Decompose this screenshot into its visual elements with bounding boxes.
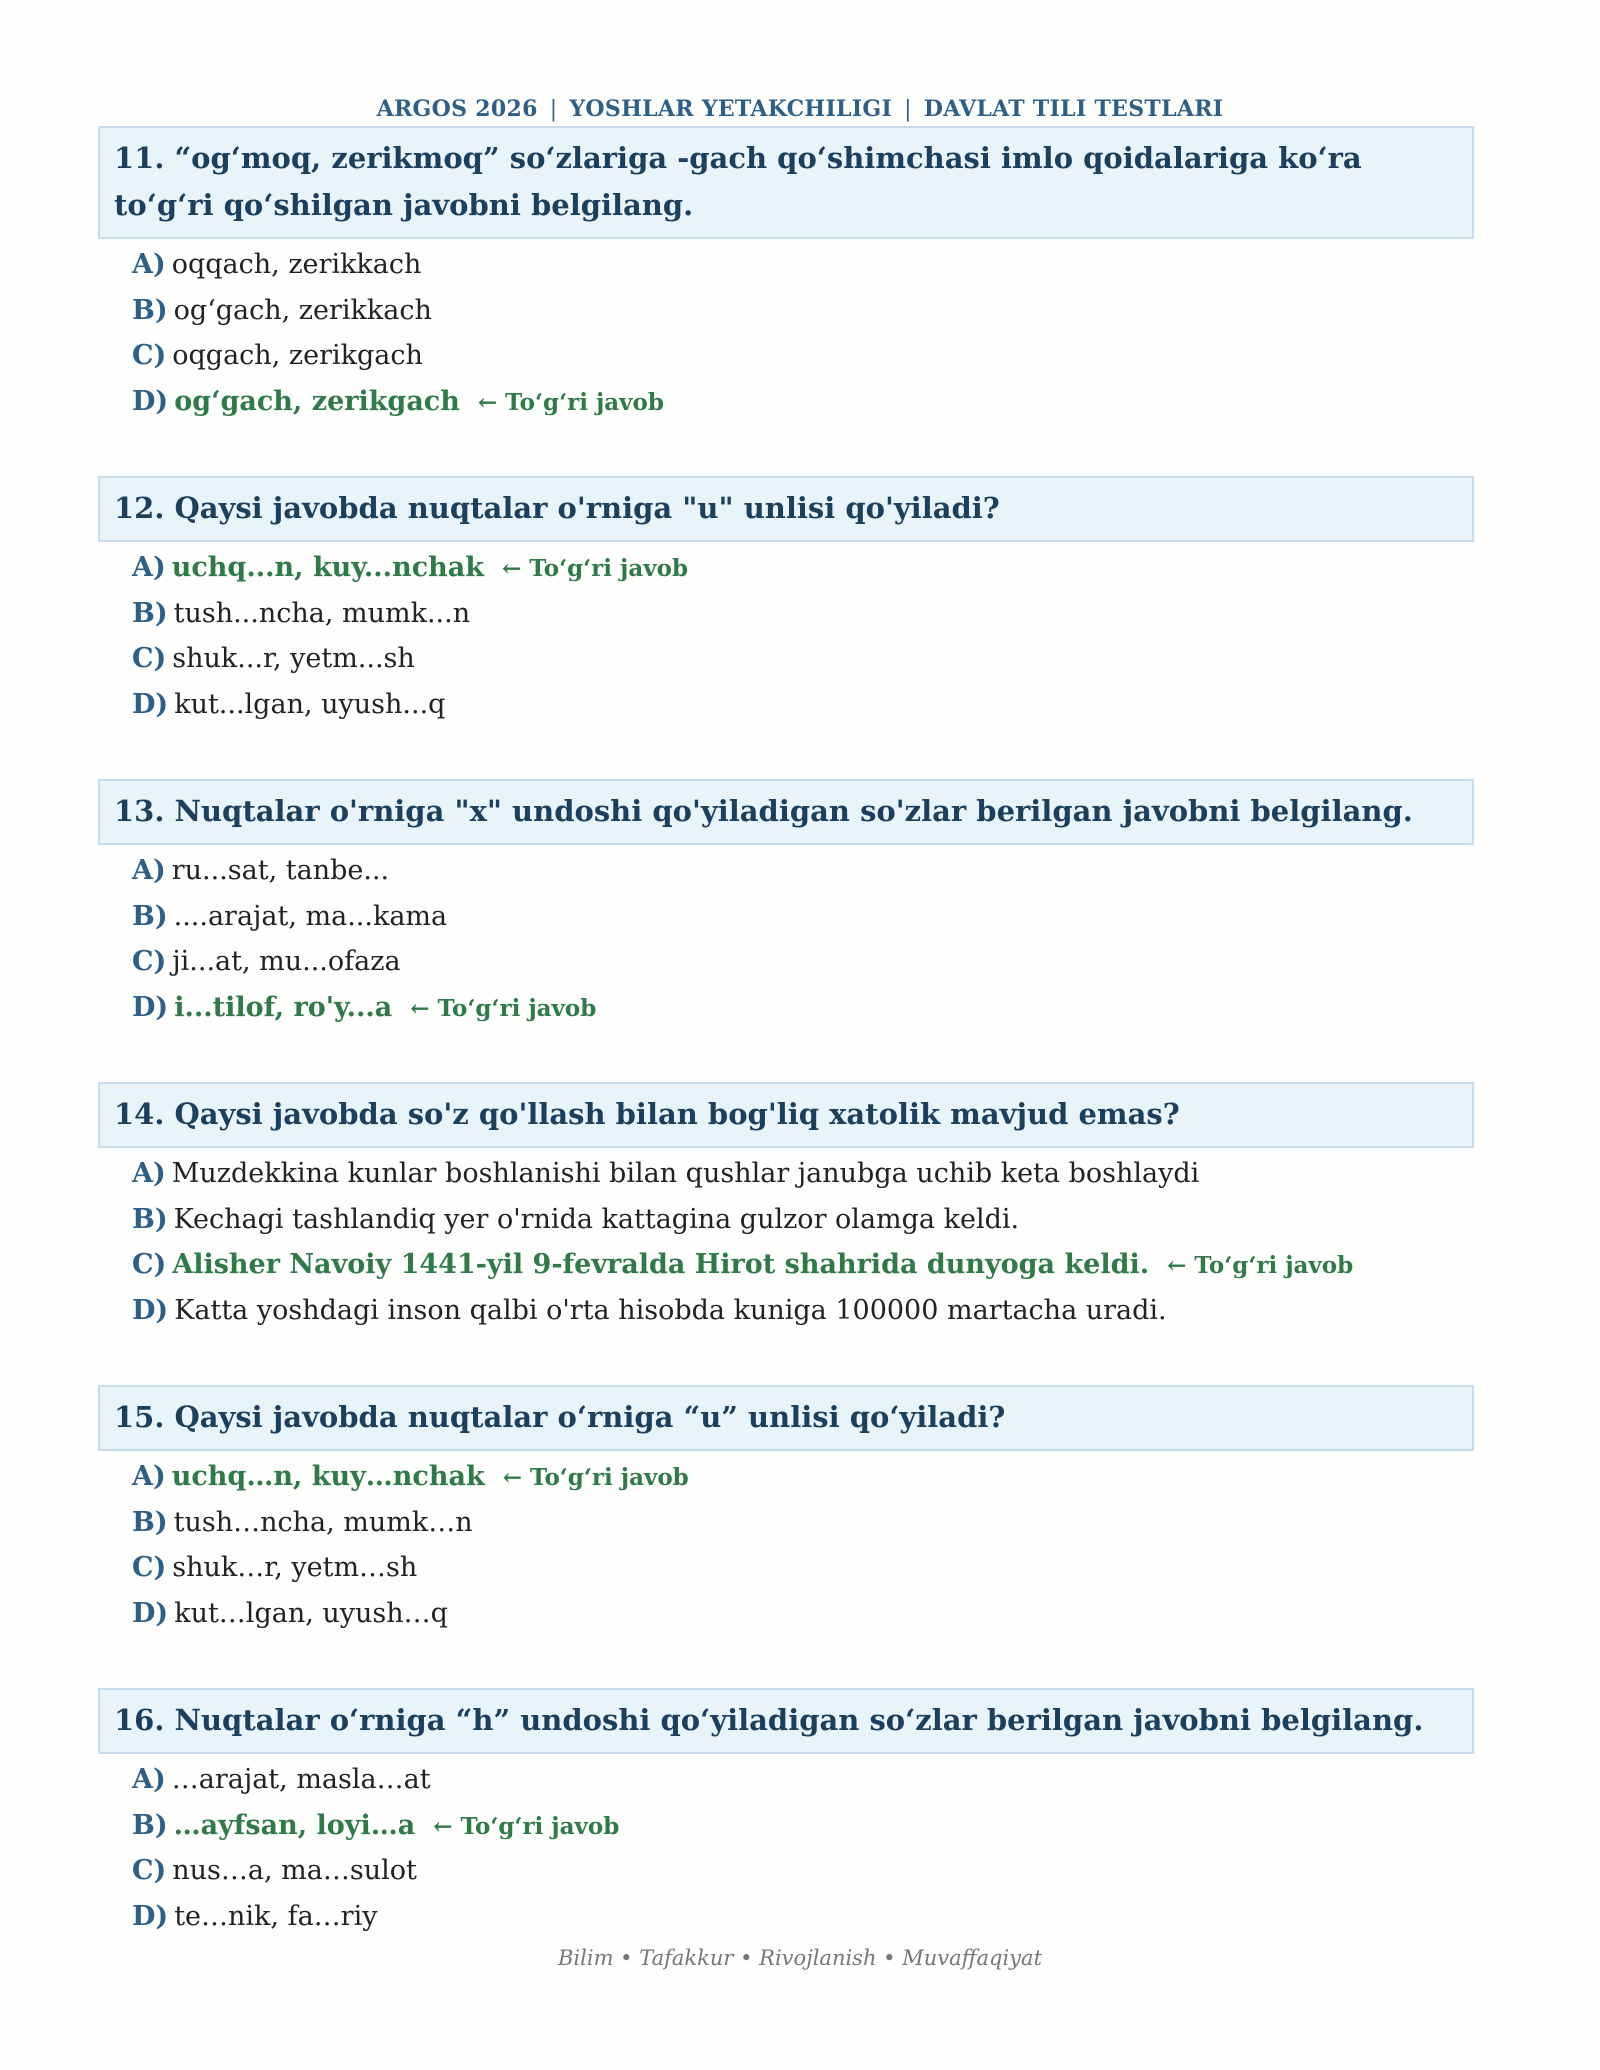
option-text: kut…lgan, uyush…q: [174, 1597, 448, 1629]
option-text: tush…ncha, mumk…n: [173, 1506, 473, 1538]
answer-option: [132, 288, 1474, 334]
question-text: Qaysi javobda so'z qo'llash bilan bog'liq xatolik mavjud emas?: [174, 1097, 1180, 1131]
answer-option: [132, 1454, 1474, 1500]
option-letter: C): [132, 643, 167, 674]
answer-option: [132, 1591, 1474, 1637]
answer-option: [132, 985, 1474, 1031]
answer-option: [132, 242, 1474, 288]
correct-answer-marker: ← To‘g‘ri javob: [1167, 1252, 1354, 1279]
option-letter: A): [132, 1764, 166, 1795]
option-letter: D): [132, 688, 169, 720]
option-text: ji...at, mu...ofaza: [172, 946, 401, 977]
header-separator: |: [904, 97, 912, 122]
question-text: “og‘moq, zerikmoq” so‘zlariga -gach qo‘shimchasi imlo qoidalariga ko‘ra to‘g‘ri qo‘shilgan javobni belgilang.: [114, 141, 1362, 222]
answer-option: [132, 1545, 1474, 1591]
answer-option: [132, 379, 1474, 425]
option-text: nus…a, ma…sulot: [172, 1855, 417, 1886]
answer-option: [132, 591, 1474, 637]
header-program: YOSHLAR YETAKCHILIGI: [569, 96, 893, 122]
option-text: oqqach, zerikkach: [171, 249, 422, 280]
answer-options: [98, 1454, 1474, 1636]
header-subject: DAVLAT TILI TESTLARI: [923, 96, 1224, 122]
answer-options: [98, 848, 1474, 1030]
option-letter: B): [132, 1809, 168, 1841]
answer-options: [98, 1151, 1474, 1333]
answer-option: [132, 1894, 1474, 1940]
question-title: [98, 476, 1474, 542]
option-letter: C): [132, 946, 167, 977]
option-text: Kechagi tashlandiq yer o'rnida kattagina gulzor olamga keldi.: [173, 1203, 1020, 1235]
header-event: ARGOS 2026: [376, 96, 538, 122]
question-block: [98, 1082, 1474, 1333]
answer-option: [132, 1848, 1474, 1894]
option-letter: A): [132, 249, 166, 280]
answer-option: [132, 333, 1474, 379]
option-text: …arajat, masla…at: [171, 1764, 431, 1795]
answer-option: [132, 1757, 1474, 1803]
answer-option: [132, 1803, 1474, 1849]
answer-options: [98, 1757, 1474, 1939]
page-header: [0, 96, 1600, 122]
correct-answer-marker: ← To‘g‘ri javob: [502, 1464, 689, 1491]
question-number: 12.: [114, 491, 165, 525]
header-separator: |: [549, 97, 558, 122]
question-block: [98, 1688, 1474, 1939]
answer-option: [132, 636, 1474, 682]
question-text: Qaysi javobda nuqtalar o‘rniga “u” unlisi qo‘yiladi?: [174, 1400, 1006, 1434]
option-text: …ayfsan, loyi…a: [173, 1809, 416, 1841]
question-block: [98, 779, 1474, 1030]
answer-option: [132, 1500, 1474, 1546]
answer-options: [98, 242, 1474, 424]
option-text: ....arajat, ma...kama: [173, 900, 448, 932]
option-text: kut...lgan, uyush...q: [174, 688, 446, 720]
option-letter: A): [132, 552, 166, 583]
question-title: [98, 779, 1474, 845]
option-letter: B): [132, 1203, 168, 1235]
option-text: og‘gach, zerikkach: [173, 294, 432, 326]
page-footer: Bilim • Tafakkur • Rivojlanish • Muvaffaqiyat: [557, 1946, 1043, 1970]
option-letter: A): [132, 1461, 166, 1492]
option-letter: D): [132, 385, 169, 417]
question-block: [98, 126, 1474, 424]
question-text: Nuqtalar o‘rniga “h” undoshi qo‘yiladigan so‘zlar berilgan javobni belgilang.: [174, 1703, 1424, 1737]
question-text: Nuqtalar o'rniga "x" undoshi qo'yiladigan so'zlar berilgan javobni belgilang.: [174, 794, 1413, 828]
answer-option: [132, 1242, 1474, 1288]
question-block: [98, 476, 1474, 727]
question-title: [98, 126, 1474, 239]
option-text: ru...sat, tanbe...: [171, 855, 390, 886]
option-text: uchq...n, kuy...nchak: [171, 552, 484, 583]
option-letter: C): [132, 340, 167, 371]
option-letter: B): [132, 597, 168, 629]
question-list: [98, 126, 1474, 1991]
correct-answer-marker: ← To‘g‘ri javob: [410, 994, 597, 1022]
question-number: 11.: [114, 141, 165, 175]
correct-answer-marker: ← To‘g‘ri javob: [433, 1812, 620, 1840]
answer-option: [132, 682, 1474, 728]
option-letter: D): [132, 1294, 169, 1326]
question-title: [98, 1082, 1474, 1148]
option-text: shuk…r, yetm…sh: [172, 1552, 418, 1583]
option-text: i...tilof, ro'y...a: [174, 991, 393, 1023]
answer-option: [132, 1288, 1474, 1334]
option-text: te…nik, fa…riy: [174, 1900, 378, 1932]
answer-option: [132, 939, 1474, 985]
option-letter: D): [132, 1900, 169, 1932]
option-text: tush...ncha, mumk...n: [173, 597, 471, 629]
option-letter: C): [132, 1552, 167, 1583]
correct-answer-marker: ← To‘g‘ri javob: [501, 555, 689, 582]
option-text: shuk...r, yetm...sh: [172, 643, 415, 674]
option-letter: C): [132, 1855, 167, 1886]
option-text: uchq…n, kuy…nchak: [171, 1461, 485, 1492]
option-letter: D): [132, 1597, 169, 1629]
option-text: oqgach, zerikgach: [172, 340, 423, 371]
question-title: [98, 1688, 1474, 1754]
option-letter: C): [132, 1249, 167, 1280]
option-letter: B): [132, 900, 168, 932]
option-text: og‘gach, zerikgach: [174, 385, 460, 417]
answer-option: [132, 894, 1474, 940]
correct-answer-marker: ← To‘g‘ri javob: [477, 388, 664, 416]
option-letter: B): [132, 294, 168, 326]
option-letter: B): [132, 1506, 168, 1538]
question-number: 16.: [114, 1703, 165, 1737]
option-text: Katta yoshdagi inson qalbi o'rta hisobda kuniga 100000 martacha uradi.: [174, 1294, 1167, 1326]
question-number: 14.: [114, 1097, 165, 1131]
question-text: Qaysi javobda nuqtalar o'rniga "u" unlisi qo'yiladi?: [174, 491, 1000, 525]
answer-options: [98, 545, 1474, 727]
option-text: Muzdekkina kunlar boshlanishi bilan qushlar janubga uchib keta boshlaydi: [171, 1158, 1200, 1189]
question-number: 13.: [114, 794, 165, 828]
answer-option: [132, 545, 1474, 591]
answer-option: [132, 1197, 1474, 1243]
option-letter: A): [132, 1158, 166, 1189]
question-block: [98, 1385, 1474, 1636]
option-text: Alisher Navoiy 1441-yil 9-fevralda Hirot shahrida dunyoga keldi.: [172, 1249, 1150, 1280]
question-number: 15.: [114, 1400, 165, 1434]
question-title: [98, 1385, 1474, 1451]
answer-option: [132, 848, 1474, 894]
option-letter: A): [132, 855, 166, 886]
answer-option: [132, 1151, 1474, 1197]
option-letter: D): [132, 991, 169, 1023]
